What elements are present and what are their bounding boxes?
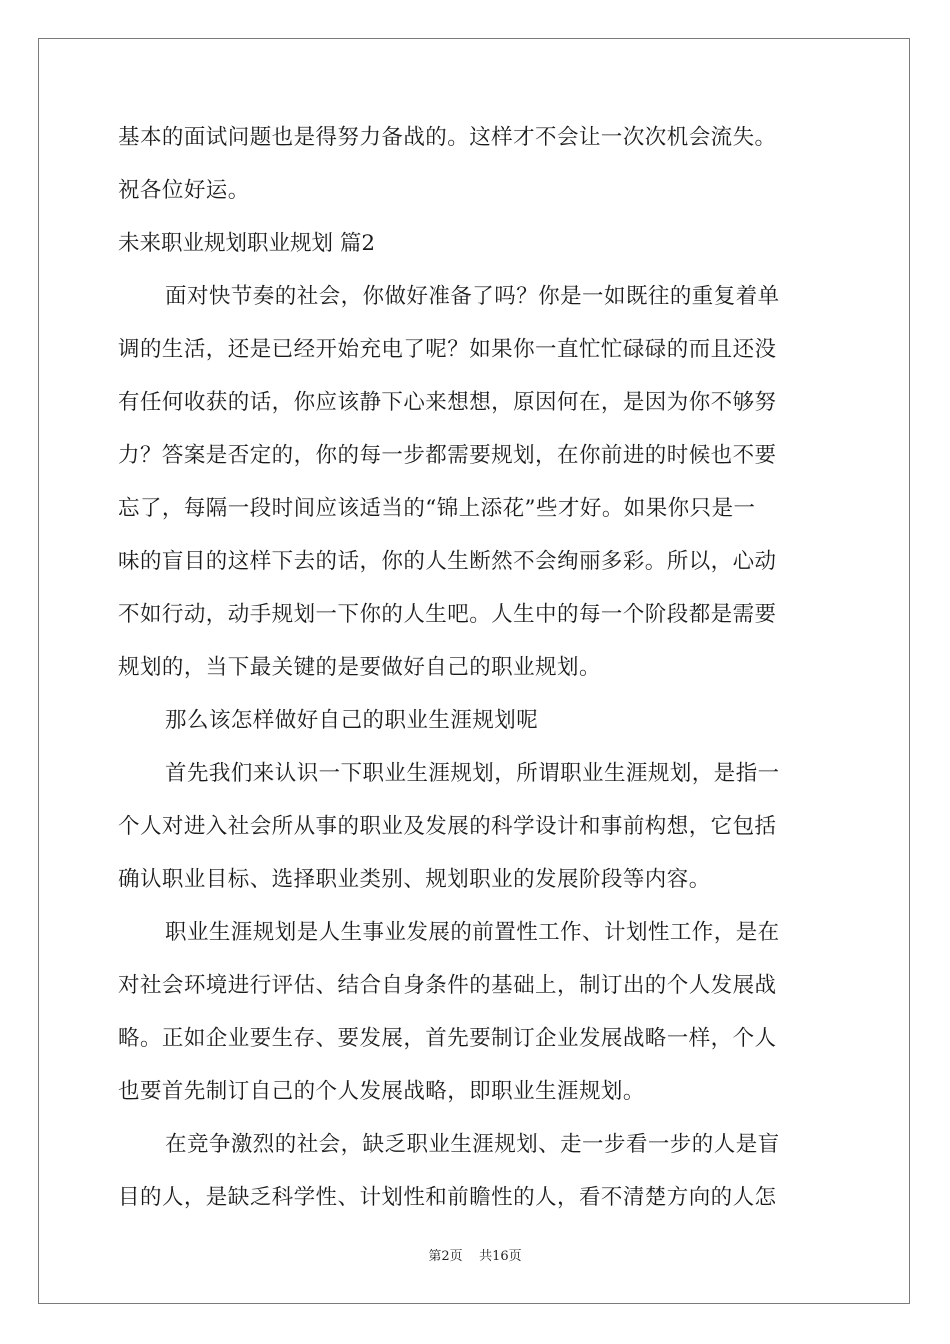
- text-line: 对社会环境进行评估、结合自身条件的基础上，制订出的个人发展战: [118, 973, 777, 998]
- section-heading: 未来职业规划职业规划 篇2: [118, 231, 376, 256]
- text-line: 祝各位好运。: [118, 178, 250, 203]
- text-line: 略。正如企业要生存、要发展，首先要制订企业发展战略一样，个人: [118, 1026, 777, 1051]
- text-line: 调的生活，还是已经开始充电了呢？如果你一直忙忙碌碌的而且还没: [118, 337, 777, 362]
- text-line: 面对快节奏的社会，你做好准备了吗？你是一如既往的重复着单: [165, 284, 780, 309]
- text-line: 首先我们来认识一下职业生涯规划，所谓职业生涯规划，是指一: [165, 761, 780, 786]
- text-line: 确认职业目标、选择职业类别、规划职业的发展阶段等内容。: [118, 867, 711, 892]
- text-line: 味的盲目的这样下去的话，你的人生断然不会绚丽多彩。所以，心动: [118, 549, 777, 574]
- text-line: 忘了，每隔一段时间应该适当的“锦上添花”些才好。如果你只是一: [118, 496, 756, 521]
- page-total: 共16页: [479, 1249, 522, 1264]
- text-line: 那么该怎样做好自己的职业生涯规划呢: [165, 708, 539, 733]
- text-line: 职业生涯规划是人生事业发展的前置性工作、计划性工作，是在: [165, 920, 780, 945]
- document-body: [118, 124, 834, 1237]
- text-line: 目的人，是缺乏科学性、计划性和前瞻性的人，看不清楚方向的人怎: [118, 1185, 777, 1210]
- page-number: 第2页: [428, 1249, 463, 1264]
- text-line: 不如行动，动手规划一下你的人生吧。人生中的每一个阶段都是需要: [118, 602, 777, 627]
- text-line: 有任何收获的话，你应该静下心来想想，原因何在，是因为你不够努: [118, 390, 777, 415]
- text-line: 个人对进入社会所从事的职业及发展的科学设计和事前构想，它包括: [118, 814, 777, 839]
- page-footer: [0, 1248, 950, 1266]
- text-line: 规划的，当下最关键的是要做好自己的职业规划。: [118, 655, 601, 680]
- text-line: 力？答案是否定的，你的每一步都需要规划，在你前进的时候也不要: [118, 443, 777, 468]
- text-line: 也要首先制订自己的个人发展战略，即职业生涯规划。: [118, 1079, 645, 1104]
- text-line: 基本的面试问题也是得努力备战的。这样才不会让一次次机会流失。: [118, 125, 777, 150]
- text-line: 在竞争激烈的社会，缺乏职业生涯规划、走一步看一步的人是盲: [165, 1132, 780, 1157]
